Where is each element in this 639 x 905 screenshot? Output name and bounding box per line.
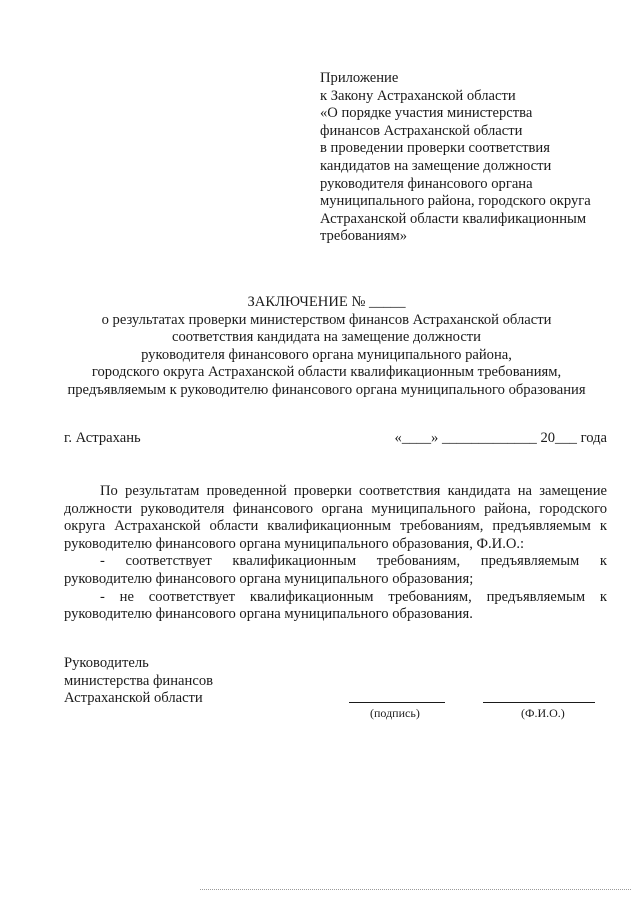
signatory-line: министерства финансов — [64, 672, 214, 689]
appendix-line: руководителя финансового органа — [320, 175, 533, 192]
option-compliant: - соответствует квалификационным требованиям, предъявляемым к руководителю финансового органа муниципального образования; — [64, 553, 607, 587]
appendix-line: требованиям» — [320, 228, 408, 245]
scan-edge-line — [200, 889, 631, 890]
appendix-line: к Закону Астраханской области — [320, 87, 516, 104]
city-label: г. Астрахань — [64, 430, 141, 446]
appendix-line: муниципального района, городского округа — [320, 193, 591, 210]
appendix-line: кандидатов на замещение должности — [320, 157, 552, 174]
appendix-line: «О порядке участия министерства — [320, 105, 533, 122]
title-line: о результатах проверки министерством финансов Астраханской области — [101, 311, 552, 328]
place-date-row — [64, 430, 607, 448]
name-line — [483, 702, 595, 703]
title-line: городского округа Астраханской области квалификационным требованиям, — [91, 364, 562, 381]
signatory-line: Астраханской области — [64, 690, 203, 707]
date-field: «____» _____________ 20___ года — [394, 430, 607, 446]
title-line: предъявляемым к руководителю финансового органа муниципального образования — [67, 381, 586, 398]
body-paragraph: По результатам проведенной проверки соответствия кандидата на замещение должности руководителя финансового органа муниципального района, городского округа Астраханской области квалификационным требованиям, предъявляемым к руководителю финансового органа муниципального образования, Ф.И.О.: — [64, 483, 607, 552]
conclusion-body — [64, 483, 607, 624]
option-non-compliant: - не соответствует квалификационным требованиям, предъявляемым к руководителю финансового органа муниципального образования. — [64, 588, 607, 623]
appendix-line: в проведении проверки соответствия — [320, 140, 550, 157]
signatory-position — [64, 655, 213, 708]
appendix-line: финансов Астраханской области — [320, 122, 523, 139]
document-title — [40, 294, 613, 400]
appendix-line: Астраханской области квалификационным — [320, 210, 587, 227]
name-caption: (Ф.И.О.) — [521, 706, 565, 720]
signature-line — [349, 702, 445, 703]
appendix-line: Приложение — [320, 70, 399, 86]
title-line: руководителя финансового органа муниципального района, — [141, 346, 512, 363]
appendix-header — [320, 70, 620, 246]
title-line: ЗАКЛЮЧЕНИЕ № _____ — [247, 294, 406, 310]
title-line: соответствия кандидата на замещение должности — [172, 329, 481, 346]
signatory-line: Руководитель — [64, 655, 149, 671]
signature-caption: (подпись) — [370, 706, 420, 720]
